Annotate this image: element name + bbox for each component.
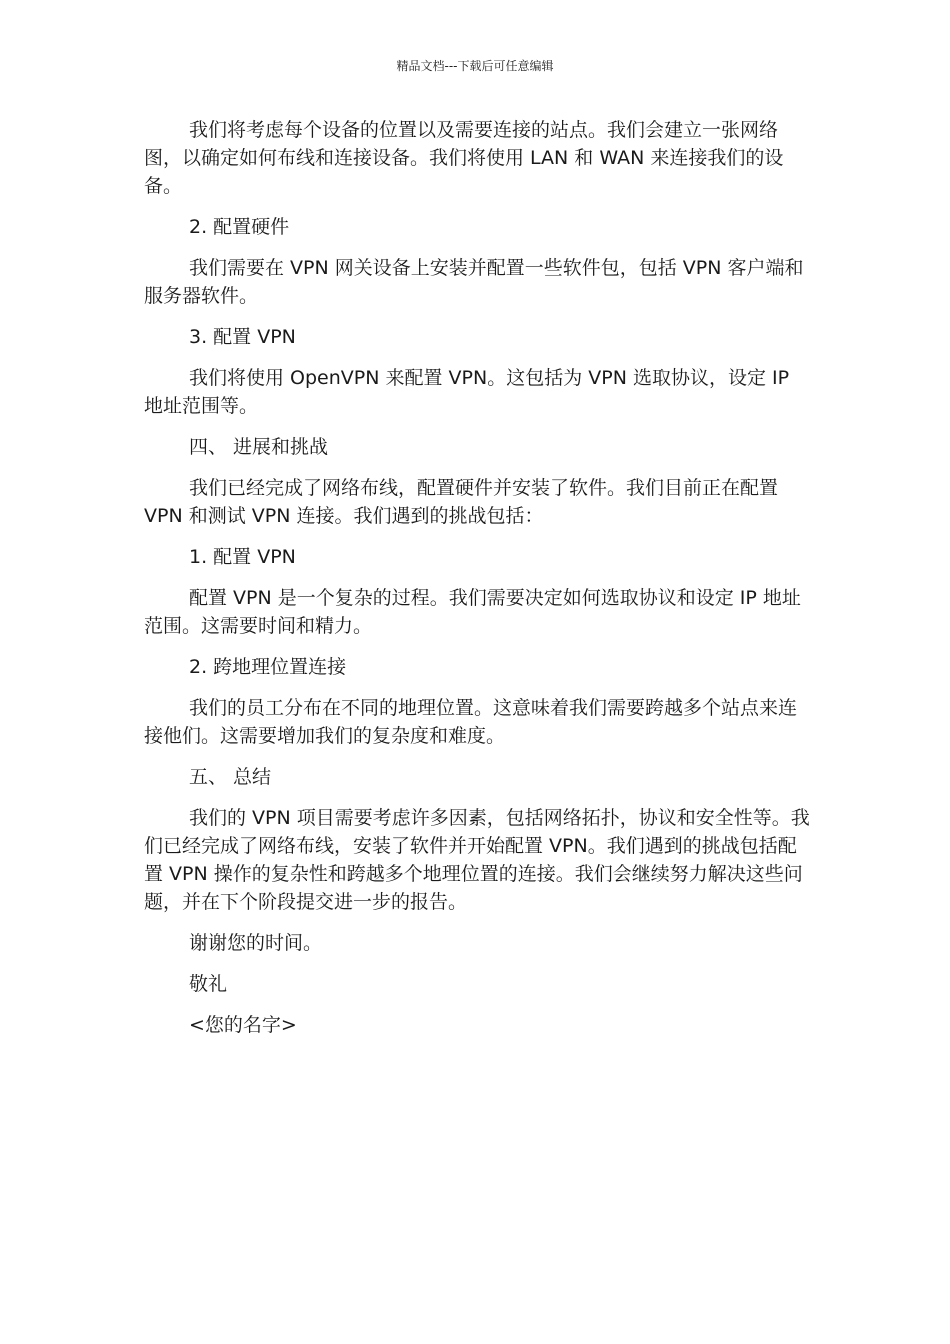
paragraph: 配置 VPN 是一个复杂的过程。我们需要决定如何选取协议和设定 IP 地址范围。这需要时间和精力。 <box>144 587 801 637</box>
paragraph: 我们需要在 VPN 网关设备上安装并配置一些软件包，包括 VPN 客户端和服务器软件。 <box>144 257 804 307</box>
section-heading: 1. 配置 VPN <box>189 546 296 568</box>
paragraph: 我们的 VPN 项目需要考虑许多因素，包括网络拓扑，协议和安全性等。我们已经完成了网络布线，安装了软件并开始配置 VPN。我们遇到的挑战包括配置 VPN 操作的复杂性和跨越多个地理位置的连接。我们会继续努力解决这些问题，并在下个阶段提交进一步的报告。 <box>144 807 810 913</box>
closing-thanks: 谢谢您的时间。 <box>189 932 323 954</box>
paragraph: 我们的员工分布在不同的地理位置。这意味着我们需要跨越多个站点来连接他们。这需要增加我们的复杂度和难度。 <box>144 697 798 747</box>
document-body <box>144 116 812 1039</box>
paragraph: 我们将考虑每个设备的位置以及需要连接的站点。我们会建立一张网络图，以确定如何布线和连接设备。我们将使用 LAN 和 WAN 来连接我们的设备。 <box>144 119 784 197</box>
section-heading: 五、 总结 <box>189 766 272 788</box>
section-heading: 四、 进展和挑战 <box>189 436 329 458</box>
section-heading: 2. 跨地理位置连接 <box>189 656 347 678</box>
signature-placeholder: <您的名字> <box>189 1014 297 1036</box>
page-header: 精品文档---下载后可任意编辑 <box>396 59 554 73</box>
section-heading: 3. 配置 VPN <box>189 326 296 348</box>
paragraph: 我们已经完成了网络布线，配置硬件并安装了软件。我们目前正在配置 VPN 和测试 VPN 连接。我们遇到的挑战包括： <box>144 477 779 527</box>
closing-salutation: 敬礼 <box>189 973 228 995</box>
paragraph: 我们将使用 OpenVPN 来配置 VPN。这包括为 VPN 选取协议，设定 IP 地址范围等。 <box>144 367 790 417</box>
section-heading: 2. 配置硬件 <box>189 216 290 238</box>
